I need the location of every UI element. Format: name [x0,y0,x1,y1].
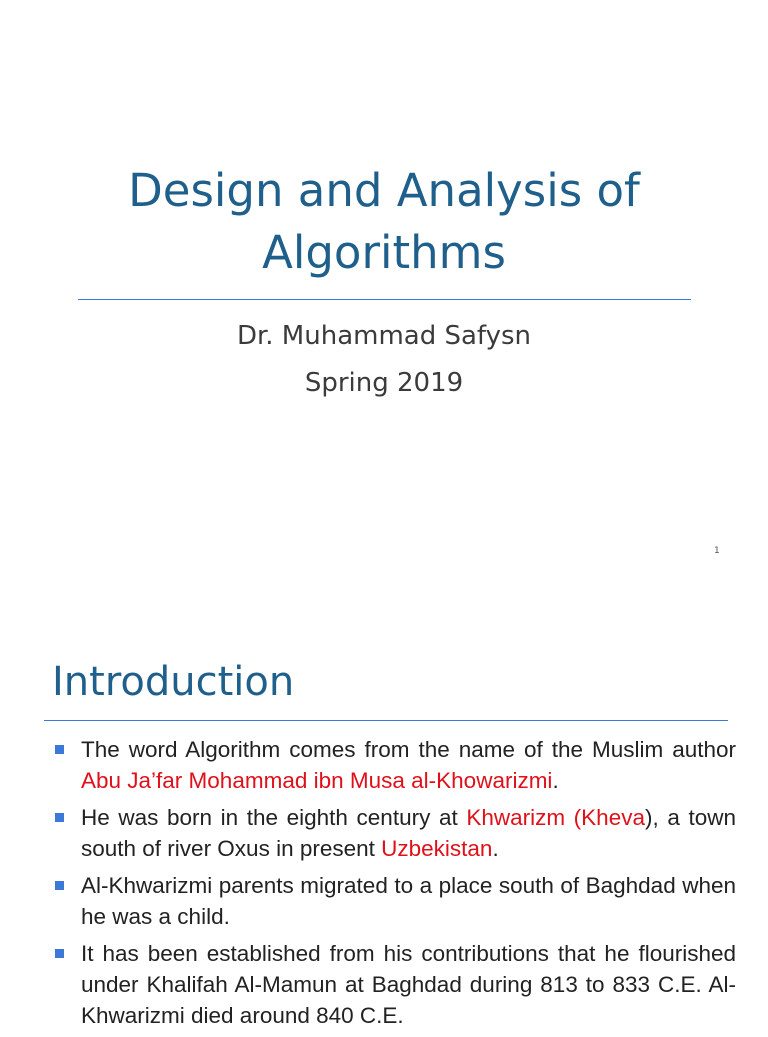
bullet-text: . [552,768,559,793]
bullet-text: ), a town south of river Oxus in present [81,805,736,861]
title-line-2: Algorithms [262,226,506,279]
bullet-item [52,870,736,932]
bullet-list [52,734,736,1037]
highlighted-country: Uzbekistan [381,836,493,861]
introduction-slide [0,600,768,1028]
highlighted-place: Khwarizm (Kheva [466,805,645,830]
author-name: Dr. Muhammad Safysn [236,321,532,351]
bullet-text: He was born in the eighth century at [81,805,467,830]
section-divider [44,720,728,721]
highlighted-name: Abu Ja’far Mohammad ibn Musa al-Khowarizmi [81,768,553,793]
bullet-text: It has been established from his contributions that he flourished under Khalifah Al-Mamun at Baghdad during 813 to 833 C.E. Al-Khwarizmi died around 840 C.E. [81,941,736,1028]
presentation-title [0,160,768,284]
bullet-square-icon [55,813,64,822]
bullet-text: The word Algorithm comes from the name of the Muslim author [81,737,736,762]
title-divider [78,299,691,300]
bullet-item [52,938,736,1031]
bullet-square-icon [55,745,64,754]
section-title: Introduction [52,659,295,705]
bullet-item [52,734,736,796]
bullet-text: . [492,836,499,861]
bullet-text: Al-Khwarizmi parents migrated to a place south of Baghdad when he was a child. [81,873,736,929]
bullet-square-icon [55,949,64,958]
slide-number: 1 [714,546,720,556]
term-label: Spring 2019 [304,368,464,398]
title-line-1: Design and Analysis of [128,164,640,217]
bullet-square-icon [55,881,64,890]
bullet-item [52,802,736,864]
